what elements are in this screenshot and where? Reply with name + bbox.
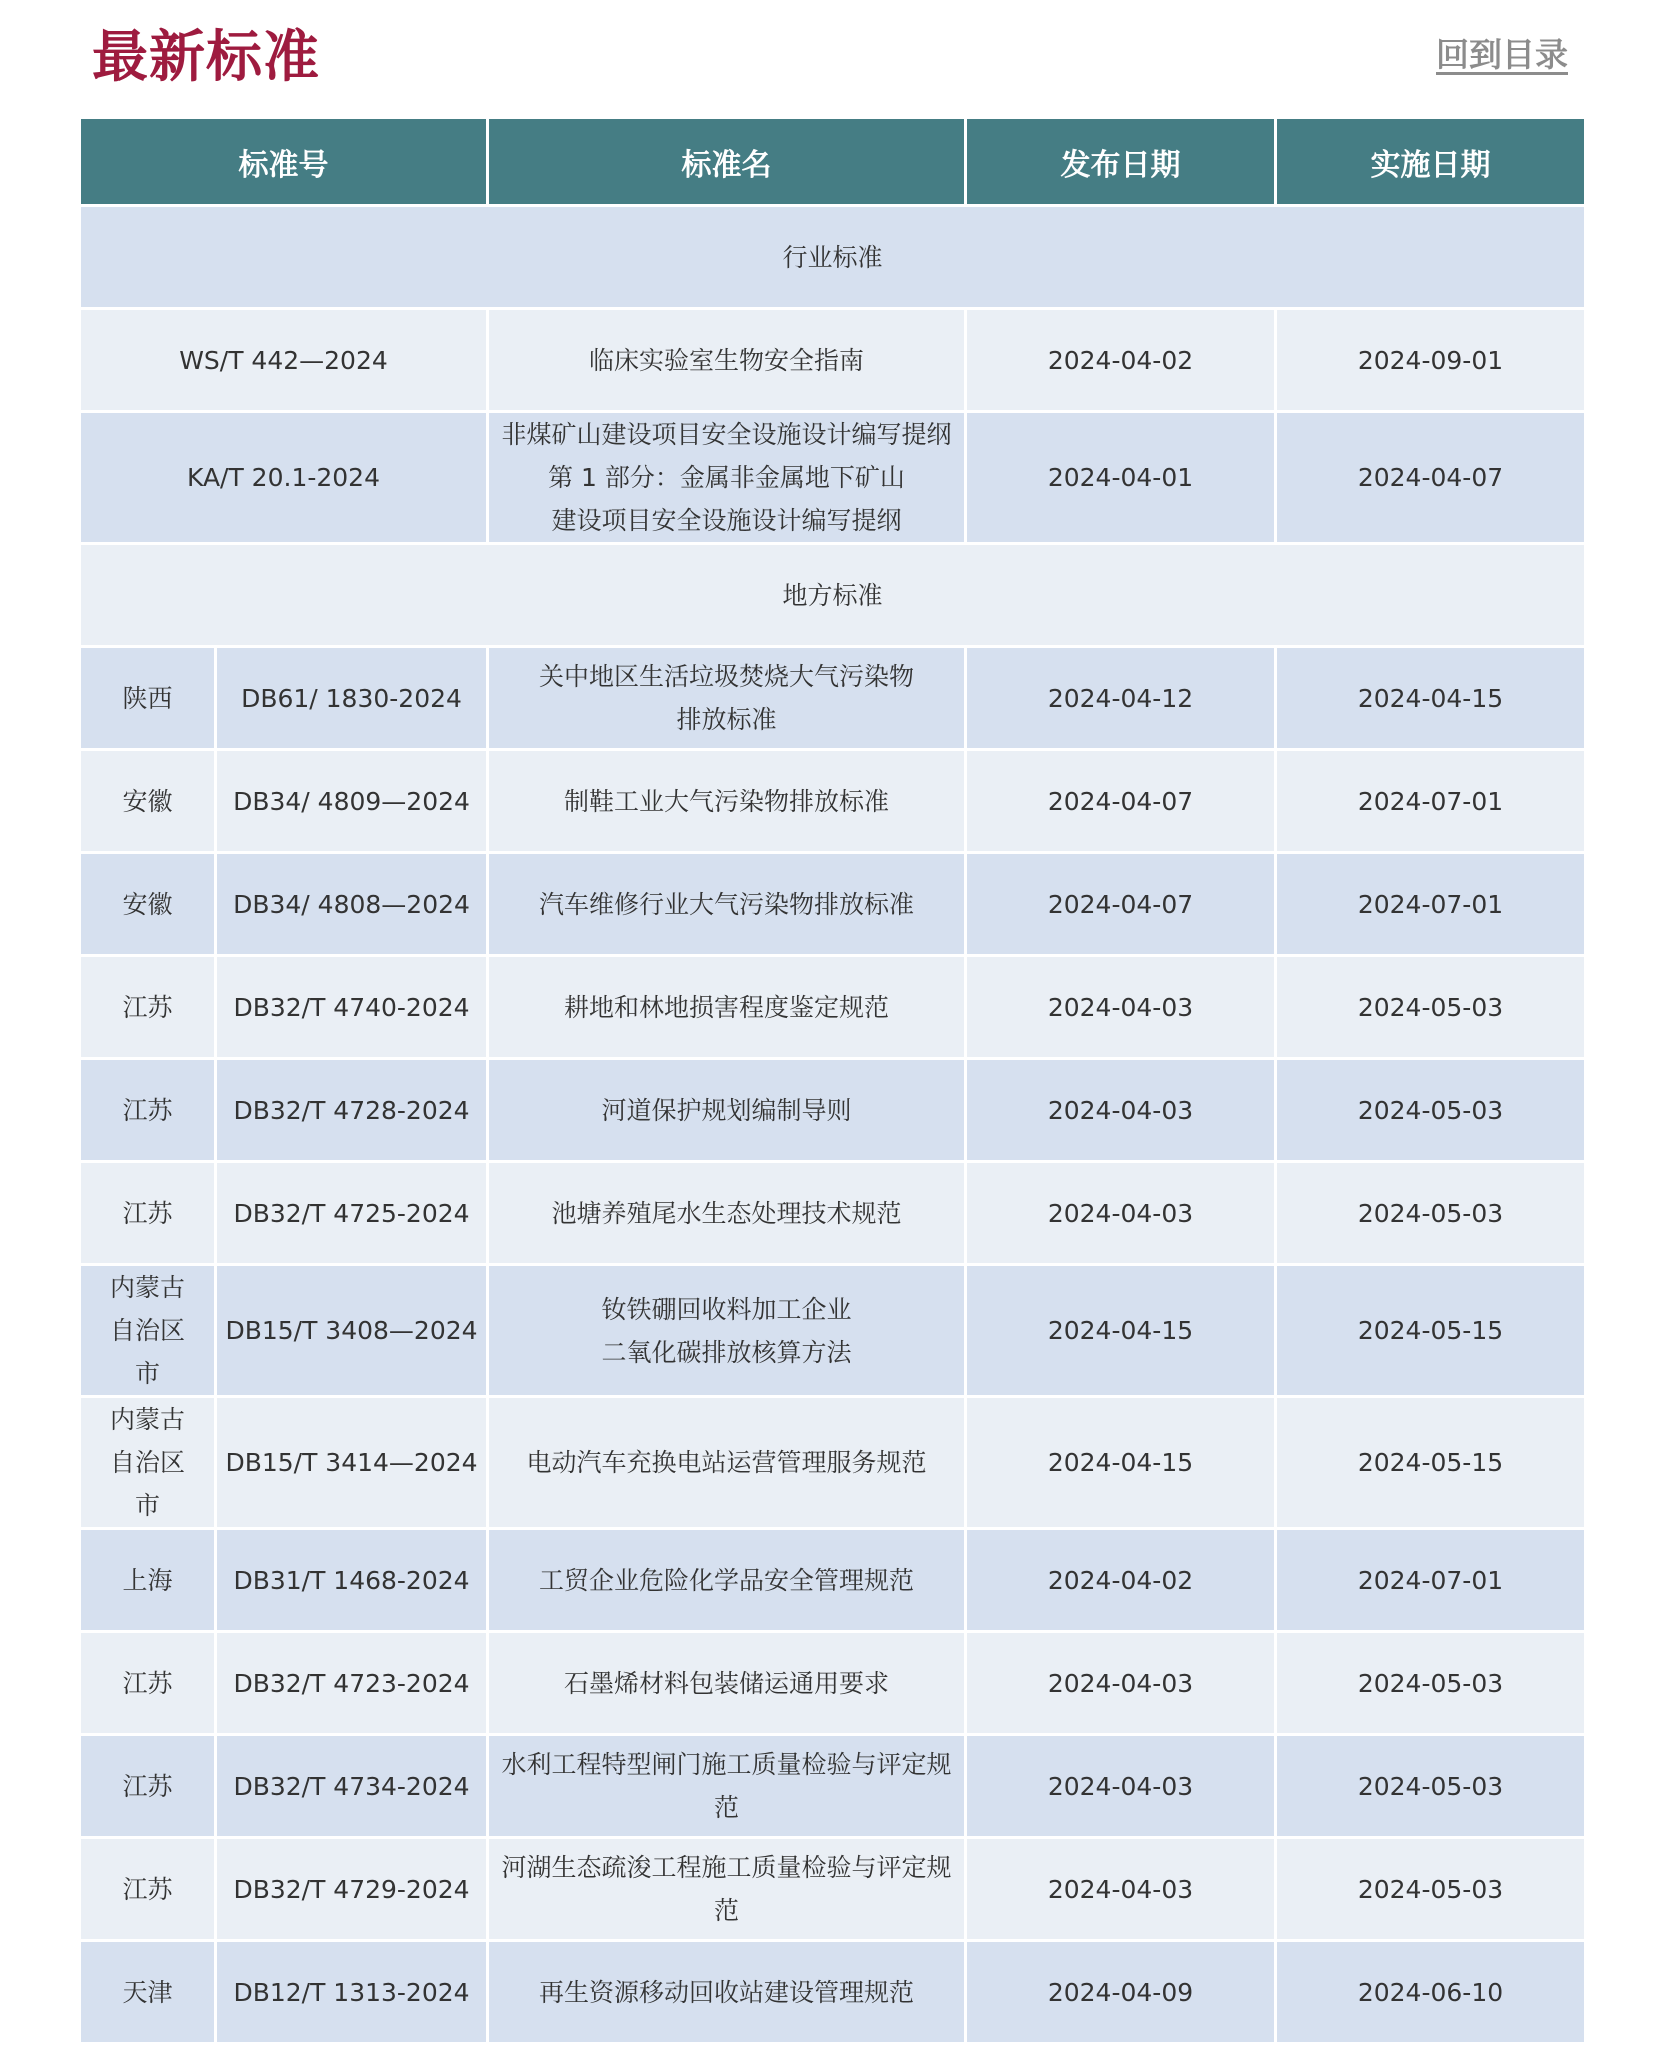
table-row xyxy=(80,1529,1586,1632)
standard-code: DB31/T 1468-2024 xyxy=(216,1529,488,1632)
publish-date: 2024-04-03 xyxy=(966,1059,1276,1162)
effective-date: 2024-07-01 xyxy=(1276,853,1586,956)
region-label: 陕西 xyxy=(122,683,173,713)
column-header-publish-date: 发布日期 xyxy=(966,118,1276,206)
page-title: 最新标准 xyxy=(92,25,320,90)
section-row-industry xyxy=(80,206,1586,309)
column-header-name: 标准名 xyxy=(488,118,966,206)
standard-code: DB15/T 3408—2024 xyxy=(216,1265,488,1397)
publish-date: 2024-04-12 xyxy=(966,647,1276,750)
standard-code: DB32/T 4728-2024 xyxy=(216,1059,488,1162)
effective-date: 2024-04-15 xyxy=(1276,647,1586,750)
standard-name: 非煤矿山建设项目安全设施设计编写提纲 第 1 部分：金属非金属地下矿山 建设项目安全设施设计编写提纲 xyxy=(488,412,966,544)
standard-name: 石墨烯材料包装储运通用要求 xyxy=(488,1632,966,1735)
region-label: 安徽 xyxy=(122,786,173,816)
effective-date: 2024-05-15 xyxy=(1276,1265,1586,1397)
effective-date: 2024-05-03 xyxy=(1276,1059,1586,1162)
effective-date: 2024-05-03 xyxy=(1276,1838,1586,1941)
publish-date: 2024-04-07 xyxy=(966,853,1276,956)
standard-name: 河道保护规划编制导则 xyxy=(488,1059,966,1162)
publish-date: 2024-04-15 xyxy=(966,1397,1276,1529)
effective-date: 2024-05-03 xyxy=(1276,956,1586,1059)
effective-date: 2024-07-01 xyxy=(1276,750,1586,853)
table-row xyxy=(80,309,1586,412)
standard-code: DB34/ 4808—2024 xyxy=(216,853,488,956)
table-row xyxy=(80,1941,1586,2044)
region-label: 江苏 xyxy=(122,1771,173,1801)
region-label: 江苏 xyxy=(122,1198,173,1228)
standard-name: 耕地和林地损害程度鉴定规范 xyxy=(488,956,966,1059)
region xyxy=(80,1838,216,1941)
region-label: 内蒙古自治区市 xyxy=(109,1273,185,1388)
effective-date: 2024-05-03 xyxy=(1276,1735,1586,1838)
region xyxy=(80,1059,216,1162)
effective-date: 2024-05-15 xyxy=(1276,1397,1586,1529)
standard-name: 汽车维修行业大气污染物排放标准 xyxy=(488,853,966,956)
standard-name: 制鞋工业大气污染物排放标准 xyxy=(488,750,966,853)
standard-name: 电动汽车充换电站运营管理服务规范 xyxy=(488,1397,966,1529)
standard-code: DB32/T 4725-2024 xyxy=(216,1162,488,1265)
section-label: 地方标准 xyxy=(80,544,1586,647)
standard-code: DB15/T 3414—2024 xyxy=(216,1397,488,1529)
region-label: 安徽 xyxy=(122,889,173,919)
publish-date: 2024-04-09 xyxy=(966,1941,1276,2044)
section-label: 行业标准 xyxy=(80,206,1586,309)
table-row xyxy=(80,412,1586,544)
table-row xyxy=(80,1265,1586,1397)
region xyxy=(80,853,216,956)
effective-date: 2024-09-01 xyxy=(1276,309,1586,412)
standard-code: DB32/T 4729-2024 xyxy=(216,1838,488,1941)
region xyxy=(80,1941,216,2044)
region xyxy=(80,750,216,853)
column-header-effective-date: 实施日期 xyxy=(1276,118,1586,206)
table-row xyxy=(80,1059,1586,1162)
publish-date: 2024-04-03 xyxy=(966,1162,1276,1265)
region-label: 天津 xyxy=(122,1977,173,2007)
standard-name: 河湖生态疏浚工程施工质量检验与评定规 范 xyxy=(488,1838,966,1941)
publish-date: 2024-04-15 xyxy=(966,1265,1276,1397)
effective-date: 2024-04-07 xyxy=(1276,412,1586,544)
region xyxy=(80,1735,216,1838)
standard-code: DB34/ 4809—2024 xyxy=(216,750,488,853)
standard-code: DB32/T 4723-2024 xyxy=(216,1632,488,1735)
section-row-local xyxy=(80,544,1586,647)
region-label: 江苏 xyxy=(122,992,173,1022)
standard-name: 工贸企业危险化学品安全管理规范 xyxy=(488,1529,966,1632)
region xyxy=(80,956,216,1059)
standard-name: 池塘养殖尾水生态处理技术规范 xyxy=(488,1162,966,1265)
region xyxy=(80,647,216,750)
table-row xyxy=(80,1735,1586,1838)
table-row xyxy=(80,750,1586,853)
standard-code: KA/T 20.1-2024 xyxy=(80,412,488,544)
region xyxy=(80,1162,216,1265)
publish-date: 2024-04-02 xyxy=(966,309,1276,412)
region xyxy=(80,1265,216,1397)
table-row xyxy=(80,1632,1586,1735)
column-header-code: 标准号 xyxy=(80,118,488,206)
effective-date: 2024-05-03 xyxy=(1276,1162,1586,1265)
standards-table xyxy=(78,116,1587,2045)
table-row xyxy=(80,1397,1586,1529)
publish-date: 2024-04-03 xyxy=(966,1838,1276,1941)
standard-name: 水利工程特型闸门施工质量检验与评定规 范 xyxy=(488,1735,966,1838)
table-row xyxy=(80,956,1586,1059)
region xyxy=(80,1529,216,1632)
publish-date: 2024-04-01 xyxy=(966,412,1276,544)
standard-name: 临床实验室生物安全指南 xyxy=(488,309,966,412)
region-label: 上海 xyxy=(122,1565,173,1595)
effective-date: 2024-07-01 xyxy=(1276,1529,1586,1632)
standard-name: 关中地区生活垃圾焚烧大气污染物 排放标准 xyxy=(488,647,966,750)
standard-code: DB32/T 4740-2024 xyxy=(216,956,488,1059)
region xyxy=(80,1397,216,1529)
region-label: 江苏 xyxy=(122,1668,173,1698)
region-label: 江苏 xyxy=(122,1095,173,1125)
publish-date: 2024-04-03 xyxy=(966,1632,1276,1735)
standard-name: 再生资源移动回收站建设管理规范 xyxy=(488,1941,966,2044)
table-header-row xyxy=(80,118,1586,206)
publish-date: 2024-04-03 xyxy=(966,956,1276,1059)
table-row xyxy=(80,1162,1586,1265)
standard-code: DB12/T 1313-2024 xyxy=(216,1941,488,2044)
table-row xyxy=(80,1838,1586,1941)
region-label: 内蒙古自治区市 xyxy=(109,1405,185,1520)
table-row xyxy=(80,853,1586,956)
publish-date: 2024-04-02 xyxy=(966,1529,1276,1632)
region xyxy=(80,1632,216,1735)
table-row xyxy=(80,647,1586,750)
region-label: 江苏 xyxy=(122,1874,173,1904)
standard-code: DB32/T 4734-2024 xyxy=(216,1735,488,1838)
back-to-contents-link[interactable]: 回到目录 xyxy=(1436,35,1568,74)
standard-code: DB61/ 1830-2024 xyxy=(216,647,488,750)
publish-date: 2024-04-07 xyxy=(966,750,1276,853)
standard-code: WS/T 442—2024 xyxy=(80,309,488,412)
effective-date: 2024-06-10 xyxy=(1276,1941,1586,2044)
publish-date: 2024-04-03 xyxy=(966,1735,1276,1838)
standard-name: 钕铁硼回收料加工企业 二氧化碳排放核算方法 xyxy=(488,1265,966,1397)
effective-date: 2024-05-03 xyxy=(1276,1632,1586,1735)
